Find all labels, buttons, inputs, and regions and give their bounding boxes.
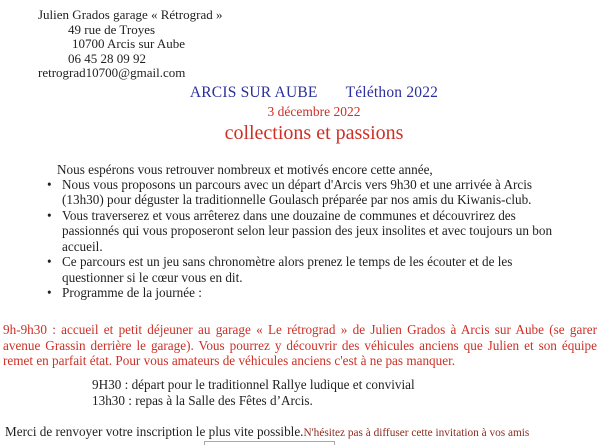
letter-header xyxy=(14,84,600,145)
bullet-item-jeu: • Ce parcours est un jeu sans chronomètre alors prenez le temps de les écouter et de les questionner si le cœur vous en dit. xyxy=(62,254,566,285)
event-theme: collections et passions xyxy=(224,122,404,144)
sender-address-block xyxy=(38,8,222,81)
event-date: 3 décembre 2022 xyxy=(267,104,361,119)
event-title-line xyxy=(14,84,600,102)
event-place: ARCIS SUR AUBE xyxy=(189,84,318,101)
closing-request: Merci de renvoyer votre inscription le plus vite possible. xyxy=(5,424,304,439)
sender-city: 10700 Arcis sur Aube xyxy=(72,36,186,52)
sender-name: Julien Grados garage « Rétrograd » xyxy=(38,7,223,22)
program-detail-paragraph: 9h-9h30 : accueil et petit déjeuner au garage « Le rétrograd » de Julien Grados à Arcis sur Aube (se garer avenue Grassin derrière le garage). Vous pourrez y découvrir des véhicules anciens que Julien et son équipe remet en parfait état. Pour vous amateurs de véhicules anciens c'est à ne pas manquer. xyxy=(3,322,597,369)
bullet-list xyxy=(62,177,566,301)
sender-email: retrograd10700@gmail.com xyxy=(38,65,186,81)
sender-phone: 06 45 28 09 92 xyxy=(68,50,146,66)
bullet-item-communes: • Vous traverserez et vous arrêterez dans une douzaine de communes et découvrirez des passionnés qui vous proposeront selon leur passion des jeux insolites et avec toujours un bon accueil. xyxy=(62,208,566,254)
cutoff-text-box xyxy=(204,441,335,445)
schedule-block xyxy=(92,377,415,408)
schedule-repas: 13h30 : repas à la Salle des Fêtes d’Arcis. xyxy=(92,392,313,408)
intro-line: Nous espérons vous retrouver nombreux et motivés encore cette année, xyxy=(57,162,433,177)
sender-street: 49 rue de Troyes xyxy=(68,21,156,37)
bullet-item-parcours: • Nous vous proposons un parcours avec un départ d'Arcis vers 9h30 et une arrivée à Arcis (13h30) pour déguster la traditionnelle Goulasch préparée par nos amis du Kiwanis-club. xyxy=(62,177,566,208)
bullet-item-programme: • Programme de la journée : xyxy=(62,285,566,300)
event-name: Téléthon 2022 xyxy=(345,84,439,101)
schedule-depart: 9H30 : départ pour le traditionnel Rallye ludique et convivial xyxy=(92,377,415,392)
closing-line xyxy=(5,424,529,440)
closing-note: N'hésitez pas à diffuser cette invitation à vos amis xyxy=(303,427,530,439)
